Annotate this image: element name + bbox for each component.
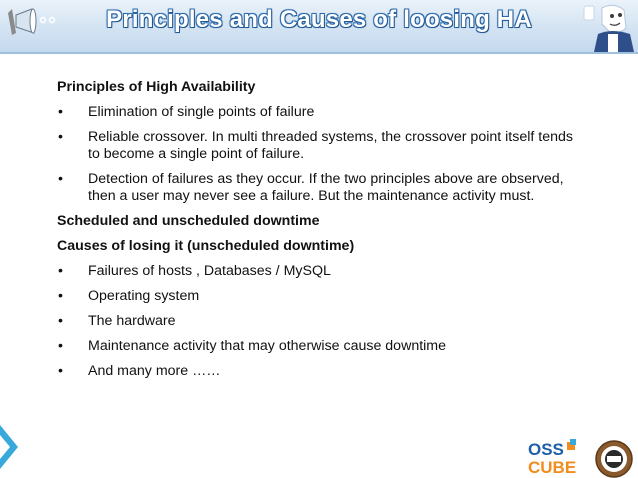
bullet-glyph: •: [58, 288, 63, 304]
list-item-text: Reliable crossover. In multi threaded systems, the crossover point itself tends to become a single point of failure.: [88, 129, 573, 162]
list-item: [57, 171, 587, 205]
bullet-glyph: •: [58, 313, 63, 329]
list-item: [57, 104, 587, 121]
header-divider: [0, 52, 638, 54]
section-heading-downtime: Scheduled and unscheduled downtime: [57, 213, 320, 229]
slide-body: [57, 79, 587, 388]
bullet-glyph: •: [58, 104, 63, 120]
section-heading-principles: Principles of High Availability: [57, 79, 256, 95]
slide-title: Principles and Causes of loosing HA: [106, 6, 532, 33]
list-item: [57, 338, 587, 355]
bullet-glyph: •: [58, 363, 63, 379]
bullet-glyph: •: [58, 171, 63, 187]
list-item-text: Operating system: [88, 288, 200, 304]
side-arrow-icon: [0, 425, 20, 469]
logo-text-line2: CUBE: [528, 458, 577, 477]
list-item-text: And many more ……: [88, 363, 221, 379]
bullet-glyph: •: [58, 338, 63, 354]
osscube-logo: [526, 436, 638, 478]
list-item-text: Failures of hosts , Databases / MySQL: [88, 263, 331, 279]
list-item: [57, 313, 587, 330]
bullet-glyph: •: [58, 263, 63, 279]
logo-text-line1: OSS: [528, 440, 564, 459]
list-item-text: Maintenance activity that may otherwise cause downtime: [88, 338, 447, 354]
list-item-text: Elimination of single points of failure: [88, 104, 315, 120]
list-item: [57, 363, 587, 380]
list-item-text: Detection of failures as they occur. If the two principles above are observed, then a user may never see a failure. But the maintenance activity must.: [88, 171, 564, 204]
list-item: [57, 288, 587, 305]
bullet-glyph: •: [58, 129, 63, 145]
list-item: [57, 129, 587, 163]
section-heading-causes: Causes of losing it (unscheduled downtime): [57, 238, 355, 254]
list-item: [57, 263, 587, 280]
list-item-text: The hardware: [88, 313, 176, 329]
character-illustration-icon: [580, 0, 638, 52]
